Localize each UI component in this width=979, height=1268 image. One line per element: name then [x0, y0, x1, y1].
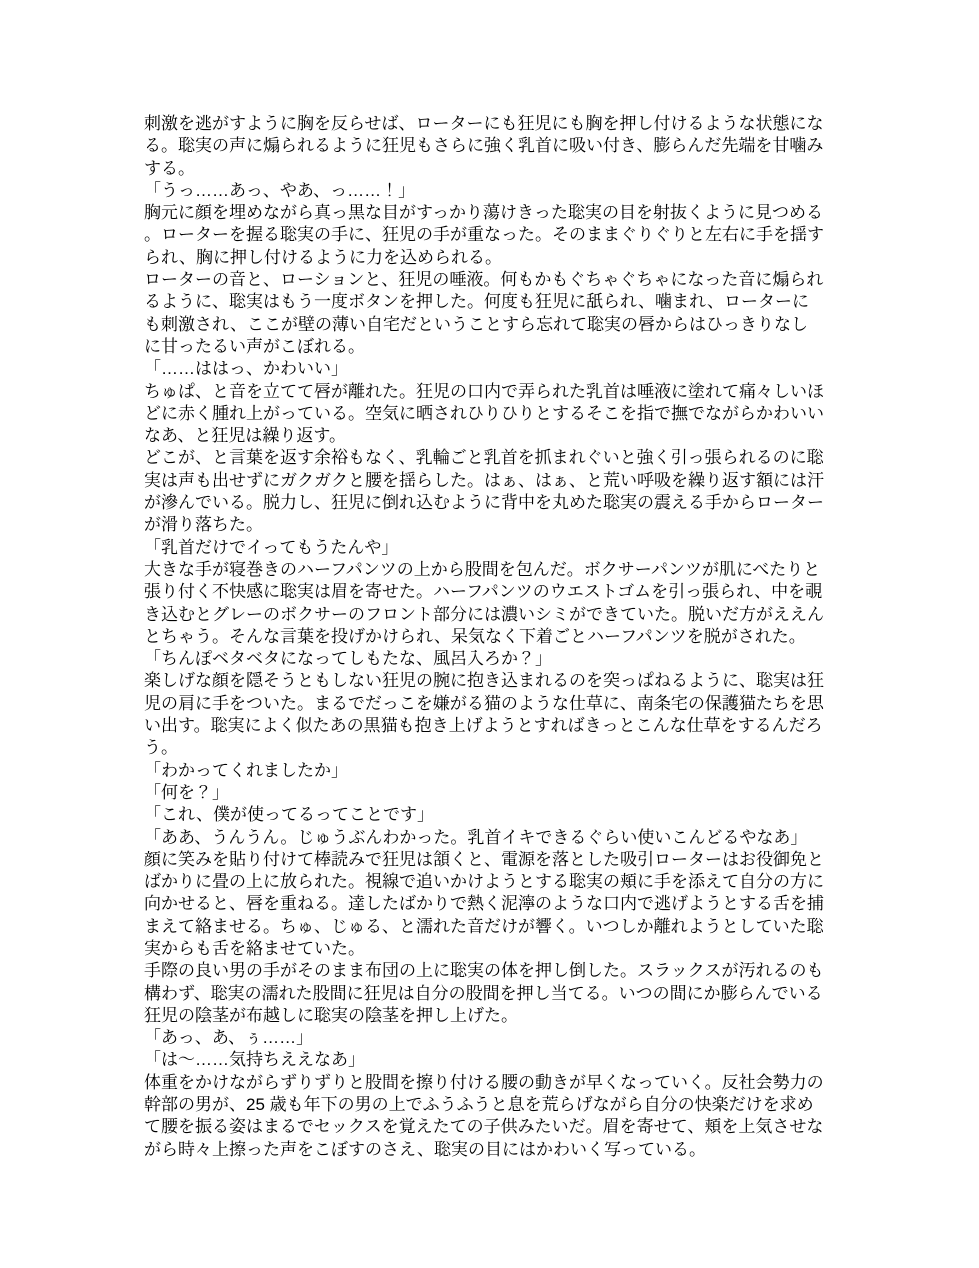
paragraph: 大きな手が寝巻きのハーフパンツの上から股間を包んだ。ボクサーパンツが肌にべたりと張り付く不快感に聡実は眉を寄せた。ハーフパンツのウエストゴムを引っ張られ、中を覗き込むとグレーのボクサーのフロント部分には濃いシミができていた。脱いだ方がええんとちゃう。そんな言葉を投げかけられ、呆気なく下着ごとハーフパンツを脱がされた。 — [144, 559, 824, 646]
prose-text-block — [144, 113, 825, 1161]
paragraph-dialogue: 「……ははっ、かわいい」 — [144, 359, 348, 379]
paragraph: 胸元に顔を埋めながら真っ黒な目がすっかり蕩けきった聡実の目を射抜くように見つめる。ローターを握る聡実の手に、狂児の手が重なった。そのままぐりぐりと左右に手を揺すられ、胸に押し付けるように力を込められる。 — [144, 203, 824, 267]
paragraph: 楽しげな顔を隠そうともしない狂児の腕に抱き込まれるのを突っぱねるように、聡実は狂児の肩に手をついた。まるでだっこを嫌がる猫のような仕草に、南条宅の保護猫たちを思い出す。聡実によく似たあの黒猫も抱き上げようとすればきっとこんな仕草をするんだろう。 — [144, 671, 824, 758]
paragraph-dialogue: 「あっ、あ、ぅ……」 — [144, 1028, 314, 1048]
paragraph-dialogue: 「乳首だけでイってもうたんや」 — [144, 537, 399, 557]
paragraph: 顔に笑みを貼り付けて棒読みで狂児は頷くと、電源を落とした吸引ローターはお役御免とばかりに畳の上に放られた。視線で追いかけようとする聡実の頬に手を添えて自分の方に向かせると、唇を重ねる。達したばかりで熱く泥濘のような口内で逃げようとする舌を捕まえて絡ませる。ちゅ、じゅる、と濡れた音だけが響く。いつしか離れようとしていた聡実からも舌を絡ませていた。 — [144, 849, 824, 958]
paragraph: ちゅぱ、と音を立てて唇が離れた。狂児の口内で弄られた乳首は唾液に塗れて痛々しいほどに赤く腫れ上がっている。空気に晒されひりひりとするそこを指で撫でながらかわいいなあ、と狂児は繰り返す。 — [144, 381, 824, 446]
paragraph-dialogue: 「わかってくれましたか」 — [144, 760, 348, 780]
paragraph: ローターの音と、ローションと、狂児の唾液。何もかもぐちゃぐちゃになった音に煽られるように、聡実はもう一度ボタンを押した。何度も狂児に舐られ、噛まれ、ローターにも刺激され、ここが壁の薄い自宅だということすら忘れて聡実の唇からはひっきりなしに甘ったるい声がこぼれる。 — [144, 270, 824, 356]
paragraph-dialogue: 「これ、僕が使ってるってことです」 — [144, 805, 435, 825]
paragraph-dialogue: 「うっ……あっ、やあ、っ……！」 — [144, 180, 416, 200]
paragraph: どこが、と言葉を返す余裕もなく、乳輪ごと乳首を抓まれぐいと強く引っ張られるのに聡実は声も出せずにガクガクと腰を揺らした。はぁ、はぁ、と荒い呼吸を繰り返す額には汗が滲んでいる。脱力し、狂児に倒れ込むように背中を丸めた聡実の震える手からローターが滑り落ちた。 — [144, 448, 824, 535]
paragraph-dialogue: 「ちんぽベタベタになってしもたな、風呂入ろか？」 — [144, 649, 552, 669]
paragraph: 体重をかけながらずりずりと股間を擦り付ける腰の動きが早くなっていく。反社会勢力の幹部の男が、25 歳も年下の男の上でふうふうと息を荒らげながら自分の快楽だけを求めて腰を振る姿はまるでセックスを覚えたての子供みたいだ。眉を寄せて、頬を上気させながら時々上擦った声をこぼすのさえ、聡実の目にはかわいく写っている。 — [144, 1072, 824, 1159]
paragraph-dialogue: 「何を？」 — [144, 782, 229, 802]
paragraph-dialogue: 「ああ、うんうん。じゅうぶんわかった。乳首イキできるぐらい使いこんどるやなあ」 — [144, 827, 808, 847]
paragraph: 刺激を逃がすように胸を反らせば、ローターにも狂児にも胸を押し付けるような状態になる。聡実の声に煽られるように狂児もさらに強く乳首に吸い付き、膨らんだ先端を甘噛みする。 — [144, 114, 824, 178]
paragraph: 手際の良い男の手がそのまま布団の上に聡実の体を押し倒した。スラックスが汚れるのも構わず、聡実の濡れた股間に狂児は自分の股間を押し当てる。いつの間にか膨らんでいる狂児の陰茎が布越しに聡実の陰茎を押し上げた。 — [144, 961, 824, 1025]
paragraph-dialogue: 「は～……気持ちええなあ」 — [144, 1050, 365, 1070]
